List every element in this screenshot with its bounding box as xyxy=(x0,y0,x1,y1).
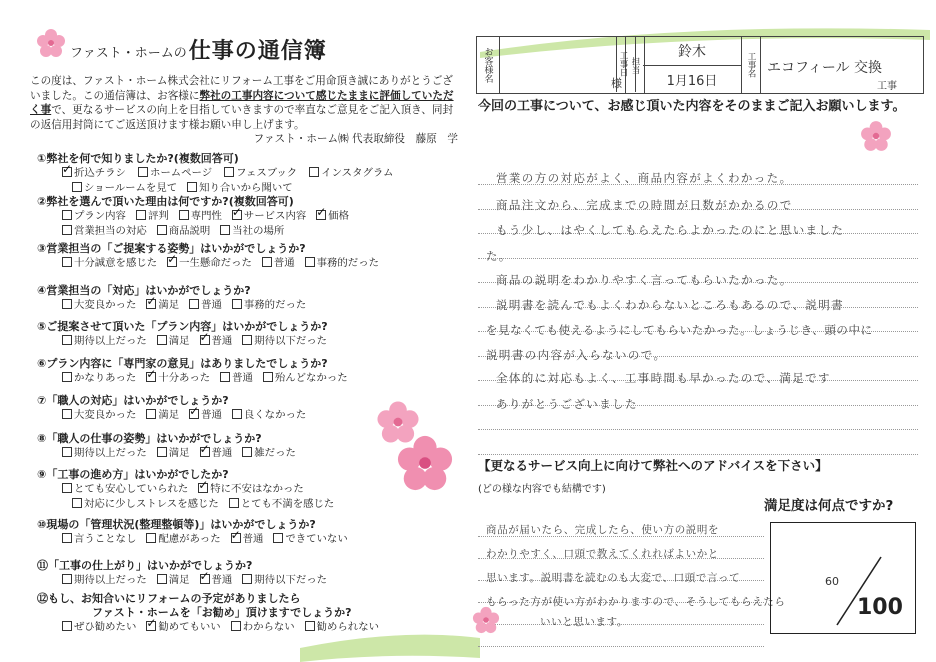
checked-box-icon[interactable] xyxy=(200,335,210,345)
option-label: インスタグラム xyxy=(321,167,394,179)
checked-box-icon[interactable] xyxy=(146,299,156,309)
ruled-line xyxy=(478,454,918,455)
date-value: 1月16日 xyxy=(666,73,718,89)
option-label: 期待以上だった xyxy=(74,447,147,459)
options-row xyxy=(72,179,303,194)
option-checkbox[interactable] xyxy=(224,164,297,179)
empty-box-icon[interactable] xyxy=(157,447,167,457)
comment-line: 説明書の内容が入らないので。 xyxy=(486,348,667,362)
question-12: ⑫もし、お知合いにリフォームの予定がありましたら xyxy=(37,592,301,605)
question-6: ⑥プラン内容に「専門家の意見」はありましたでしょうか? xyxy=(37,357,328,370)
option-checkbox[interactable] xyxy=(263,369,348,384)
options-row xyxy=(62,406,316,421)
options-row xyxy=(62,207,359,222)
empty-box-icon[interactable] xyxy=(157,225,167,235)
title-prefix: ファスト・ホームの xyxy=(70,46,187,61)
option-label: 満足 xyxy=(168,447,190,459)
customer-label: お客様名 xyxy=(477,37,500,93)
advice-line: もらった方が使い方がわかりますので、そうしてもらえたら xyxy=(486,596,786,608)
option-label: 期待以下だった xyxy=(254,335,328,347)
empty-box-icon[interactable] xyxy=(72,182,82,192)
empty-box-icon[interactable] xyxy=(146,533,156,543)
option-checkbox[interactable] xyxy=(138,164,212,179)
option-label: ショールームを見て xyxy=(84,182,178,194)
empty-box-icon[interactable] xyxy=(62,372,72,382)
option-checkbox[interactable] xyxy=(231,618,295,633)
options-row xyxy=(62,254,389,269)
option-checkbox[interactable] xyxy=(179,207,222,222)
empty-box-icon[interactable] xyxy=(224,167,234,177)
option-checkbox[interactable] xyxy=(242,444,296,459)
option-label: 特に不安はなかった xyxy=(210,483,304,495)
option-label: 普通 xyxy=(232,372,253,384)
comment-line: ありがとうございました xyxy=(496,397,638,411)
option-checkbox[interactable] xyxy=(189,406,222,421)
ruled-line xyxy=(478,258,918,259)
koji-value: エコフィール 交換 xyxy=(767,60,883,76)
checked-box-icon[interactable] xyxy=(167,257,177,267)
question-10: ⑩現場の「管理状況(整理整頓等)」はいかがでしょうか? xyxy=(37,518,316,531)
option-label: 対応に少しストレスを感じた xyxy=(84,498,219,510)
option-label: 十分あった xyxy=(158,372,211,384)
empty-box-icon[interactable] xyxy=(232,299,242,309)
option-label: 雑だった xyxy=(254,447,296,459)
empty-box-icon[interactable] xyxy=(305,257,315,267)
tanto-value: 鈴木 xyxy=(643,37,741,66)
checked-box-icon[interactable] xyxy=(189,409,199,419)
option-checkbox[interactable] xyxy=(200,444,233,459)
option-label: 大変良かった xyxy=(74,299,137,311)
empty-box-icon[interactable] xyxy=(62,335,72,345)
question-9: ⑨「工事の進め方」はいかがでしたか? xyxy=(37,468,229,481)
advice-line: いいと思います。 xyxy=(540,616,628,628)
option-checkbox[interactable] xyxy=(198,480,304,495)
option-label: ホームページ xyxy=(149,167,213,179)
option-label: できていない xyxy=(285,533,348,545)
options-row xyxy=(62,444,306,459)
option-checkbox[interactable] xyxy=(231,530,264,545)
option-label: 大変良かった xyxy=(74,409,137,421)
option-label: とても安心していられた xyxy=(74,483,189,495)
flower-icon xyxy=(860,120,892,152)
option-checkbox[interactable] xyxy=(136,207,169,222)
options-row xyxy=(62,332,337,347)
option-label: 十分誠意を感じた xyxy=(74,257,158,269)
option-checkbox[interactable] xyxy=(146,296,179,311)
option-checkbox[interactable] xyxy=(167,254,252,269)
option-label: 配慮があった xyxy=(158,533,221,545)
score-box xyxy=(770,522,916,634)
option-checkbox[interactable] xyxy=(146,406,179,421)
option-label: 評判 xyxy=(147,210,169,222)
option-label: 普通 xyxy=(211,335,233,347)
intro-text: この度は、ファスト・ホーム株式会社にリフォーム工事をご用命頂き誠にありがとうございました。この通信簿は、お客様に弊社の工事内容について感じたままに評価していただく事で、更なるサービスの向上を目指していきますので率直なご意見をご記入頂き、同封の返信用封筒にてご返送頂けます様お願い申し上げます。 ファスト・ホーム㈱ 代表取締役 藤原 学 xyxy=(30,74,462,147)
tanto-label: 担当 xyxy=(630,56,640,74)
empty-box-icon[interactable] xyxy=(305,621,315,631)
option-checkbox[interactable] xyxy=(305,618,379,633)
koji-label: 工事名 xyxy=(746,52,756,78)
empty-box-icon[interactable] xyxy=(220,372,230,382)
options-row xyxy=(62,369,358,384)
option-checkbox[interactable] xyxy=(62,164,126,179)
option-label: プラン内容 xyxy=(74,210,126,222)
option-label: 勧められない xyxy=(316,621,379,633)
comment-line: 商品注文から、完成までの時間が日数がかかるので xyxy=(496,198,793,212)
options-row xyxy=(72,495,344,510)
empty-box-icon[interactable] xyxy=(242,447,252,457)
option-checkbox[interactable] xyxy=(62,296,136,311)
empty-box-icon[interactable] xyxy=(62,621,72,631)
checked-box-icon[interactable] xyxy=(232,210,242,220)
option-label: 商品説明 xyxy=(168,225,211,237)
empty-box-icon[interactable] xyxy=(231,621,241,631)
question-2: ②弊社を選んで頂いた理由は何ですか?(複数回答可) xyxy=(37,195,294,208)
empty-box-icon[interactable] xyxy=(229,498,239,508)
option-label: 普通 xyxy=(242,533,264,545)
option-checkbox[interactable] xyxy=(242,571,327,586)
empty-box-icon[interactable] xyxy=(157,574,167,584)
option-checkbox[interactable] xyxy=(273,530,347,545)
options-row xyxy=(62,164,406,179)
question-11: ⑪「工事の仕上がり」はいかがでしょうか? xyxy=(37,559,253,572)
sama-label: 様 xyxy=(611,77,622,90)
option-label: 満足 xyxy=(158,409,180,421)
date-label: 工事日 xyxy=(618,51,628,77)
option-label: フェスブック xyxy=(236,167,298,179)
option-checkbox[interactable] xyxy=(62,530,136,545)
ruled-line xyxy=(478,646,764,647)
option-checkbox[interactable] xyxy=(157,571,190,586)
checked-box-icon[interactable] xyxy=(200,447,210,457)
option-checkbox[interactable] xyxy=(157,222,211,237)
ruled-line xyxy=(478,429,918,430)
empty-box-icon[interactable] xyxy=(62,447,72,457)
question-12-line2: ファスト・ホームを「お勧め」頂けますでしょうか? xyxy=(92,606,352,619)
option-label: 言うことなし xyxy=(74,533,137,545)
option-label: 期待以上だった xyxy=(74,574,147,586)
option-checkbox[interactable] xyxy=(62,406,136,421)
comment-line: 商品の説明をわかりやすく言ってもらいたかった。 xyxy=(496,273,793,287)
option-checkbox[interactable] xyxy=(157,444,190,459)
option-checkbox[interactable] xyxy=(242,332,327,347)
empty-box-icon[interactable] xyxy=(242,574,252,584)
option-checkbox[interactable] xyxy=(62,207,126,222)
advice-line: 商品が届いたら、完成したら、使い方の説明を xyxy=(486,524,720,536)
option-label: 期待以下だった xyxy=(254,574,328,586)
empty-box-icon[interactable] xyxy=(263,372,273,382)
empty-box-icon[interactable] xyxy=(242,335,252,345)
empty-box-icon[interactable] xyxy=(262,257,272,267)
question-7: ⑦「職人の対応」はいかがでしょうか? xyxy=(37,394,229,407)
score-value: 60 xyxy=(825,575,839,588)
koji-suffix: 工事 xyxy=(877,81,897,92)
option-checkbox[interactable] xyxy=(72,179,177,194)
empty-box-icon[interactable] xyxy=(62,210,72,220)
option-label: 殆んどなかった xyxy=(274,372,348,384)
option-label: 折込チラシ xyxy=(74,167,126,179)
option-label: 勧めてもいい xyxy=(158,621,221,633)
option-checkbox[interactable] xyxy=(232,406,306,421)
options-row xyxy=(62,480,314,495)
empty-box-icon[interactable] xyxy=(62,483,72,493)
checked-box-icon[interactable] xyxy=(62,167,72,177)
comment-line: 全体的に対応もよく、工事時間も早かったので、満足です xyxy=(496,371,831,385)
option-checkbox[interactable] xyxy=(62,369,136,384)
option-label: 普通 xyxy=(211,574,233,586)
option-checkbox[interactable] xyxy=(316,207,349,222)
advice-subtitle: (どの様な内容でも結構です) xyxy=(478,484,606,495)
empty-box-icon[interactable] xyxy=(309,167,319,177)
option-checkbox[interactable] xyxy=(62,571,147,586)
option-checkbox[interactable] xyxy=(232,207,306,222)
option-checkbox[interactable] xyxy=(200,332,233,347)
checked-box-icon[interactable] xyxy=(231,533,241,543)
option-checkbox[interactable] xyxy=(309,164,393,179)
score-max: 100 xyxy=(857,595,903,620)
option-label: 普通 xyxy=(201,299,222,311)
empty-box-icon[interactable] xyxy=(62,533,72,543)
option-checkbox[interactable] xyxy=(62,332,147,347)
option-label: 事務的だった xyxy=(243,299,307,311)
option-label: かなりあった xyxy=(74,372,137,384)
option-label: 専門性 xyxy=(190,210,222,222)
flower-icon xyxy=(396,434,454,492)
page-title: 仕事の通信簿 xyxy=(188,39,327,64)
option-checkbox[interactable] xyxy=(187,179,293,194)
empty-box-icon[interactable] xyxy=(179,210,189,220)
option-label: 事務的だった xyxy=(316,257,379,269)
option-label: とても不満を感じた xyxy=(240,498,335,510)
comment-line: もう少し、はやくしてもらえたらよかったのにと思いました xyxy=(496,223,845,237)
option-checkbox[interactable] xyxy=(62,480,188,495)
option-label: 満足 xyxy=(168,335,190,347)
comment-title: 今回の工事について、お感じ頂いた内容をそのままご記入お願いします。 xyxy=(478,99,906,114)
empty-box-icon[interactable] xyxy=(187,182,197,192)
option-label: 良くなかった xyxy=(243,409,307,421)
advice-line: 思います。説明書を読むのも大変で、口頭で言って xyxy=(486,572,741,584)
question-4: ④営業担当の「対応」はいかがでしょうか? xyxy=(37,284,251,297)
option-label: サービス内容 xyxy=(243,210,307,222)
empty-box-icon[interactable] xyxy=(62,299,72,309)
advice-line: わかりやすく、口頭で教えてくれればよいかと xyxy=(486,548,719,560)
empty-box-icon[interactable] xyxy=(232,409,242,419)
comment-line: 営業の方の対応がよく、商品内容がよくわかった。 xyxy=(496,171,793,185)
options-row xyxy=(62,618,389,633)
option-label: 満足 xyxy=(158,299,180,311)
option-checkbox[interactable] xyxy=(262,254,295,269)
option-label: 営業担当の対応 xyxy=(74,225,147,237)
score-label: 満足度は何点ですか? xyxy=(764,498,894,514)
comment-line: た。 xyxy=(486,249,512,263)
options-row xyxy=(62,222,294,237)
option-checkbox[interactable] xyxy=(62,444,147,459)
comment-line: を見なくても使えるようにしてもらいたかった。しょうじき、頭の中に xyxy=(486,323,873,337)
empty-box-icon[interactable] xyxy=(62,257,72,267)
empty-box-icon[interactable] xyxy=(136,210,146,220)
option-checkbox[interactable] xyxy=(146,369,210,384)
option-checkbox[interactable] xyxy=(305,254,379,269)
checked-box-icon[interactable] xyxy=(146,372,156,382)
empty-box-icon[interactable] xyxy=(62,409,72,419)
option-checkbox[interactable] xyxy=(189,296,222,311)
option-label: 当社の場所 xyxy=(232,225,285,237)
checked-box-icon[interactable] xyxy=(198,483,208,493)
option-checkbox[interactable] xyxy=(157,332,190,347)
option-label: 価格 xyxy=(328,210,350,222)
option-checkbox[interactable] xyxy=(232,296,306,311)
comment-line: 説明書を読んでもよくわからないところもあるので、説明書 xyxy=(496,298,845,312)
option-label: ぜひ勧めたい xyxy=(74,621,137,633)
options-row xyxy=(62,296,316,311)
empty-box-icon[interactable] xyxy=(62,225,72,235)
empty-box-icon[interactable] xyxy=(146,409,156,419)
option-label: 知り合いから聞いて xyxy=(199,182,293,194)
flower-icon xyxy=(36,28,66,58)
flower-icon xyxy=(472,606,500,634)
option-checkbox[interactable] xyxy=(220,222,284,237)
checked-box-icon[interactable] xyxy=(200,574,210,584)
header-table xyxy=(476,36,924,94)
question-5: ⑤ご提案させて頂いた「プラン内容」はいかがでしょうか? xyxy=(37,320,328,333)
question-3: ③営業担当の「ご提案する姿勢」はいかがでしょうか? xyxy=(37,242,306,255)
empty-box-icon[interactable] xyxy=(72,498,82,508)
empty-box-icon[interactable] xyxy=(157,335,167,345)
advice-title: 【更なるサービス向上に向けて弊社へのアドバイスを下さい】 xyxy=(478,458,828,473)
option-checkbox[interactable] xyxy=(229,495,335,510)
option-label: 期待以上だった xyxy=(74,335,147,347)
option-label: 普通 xyxy=(211,447,233,459)
empty-box-icon[interactable] xyxy=(138,167,148,177)
option-checkbox[interactable] xyxy=(62,618,136,633)
checked-box-icon[interactable] xyxy=(316,210,326,220)
signature: ファスト・ホーム㈱ 代表取締役 藤原 学 xyxy=(253,133,458,146)
option-label: 普通 xyxy=(201,409,222,421)
empty-box-icon[interactable] xyxy=(62,574,72,584)
empty-box-icon[interactable] xyxy=(273,533,283,543)
option-label: 満足 xyxy=(168,574,190,586)
options-row xyxy=(62,530,358,545)
empty-box-icon[interactable] xyxy=(220,225,230,235)
option-label: 普通 xyxy=(273,257,295,269)
options-row xyxy=(62,571,337,586)
option-label: わからない xyxy=(242,621,295,633)
empty-box-icon[interactable] xyxy=(189,299,199,309)
question-1: ①弊社を何で知りましたか?(複数回答可) xyxy=(37,152,239,165)
option-checkbox[interactable] xyxy=(146,618,220,633)
option-checkbox[interactable] xyxy=(146,530,220,545)
option-checkbox[interactable] xyxy=(200,571,233,586)
option-checkbox[interactable] xyxy=(220,369,253,384)
question-8: ⑧「職人の仕事の姿勢」はいかがでしょうか? xyxy=(37,432,262,445)
checked-box-icon[interactable] xyxy=(146,621,156,631)
option-checkbox[interactable] xyxy=(62,254,157,269)
option-checkbox[interactable] xyxy=(72,495,219,510)
option-checkbox[interactable] xyxy=(62,222,147,237)
option-label: 一生懸命だった xyxy=(179,257,252,269)
